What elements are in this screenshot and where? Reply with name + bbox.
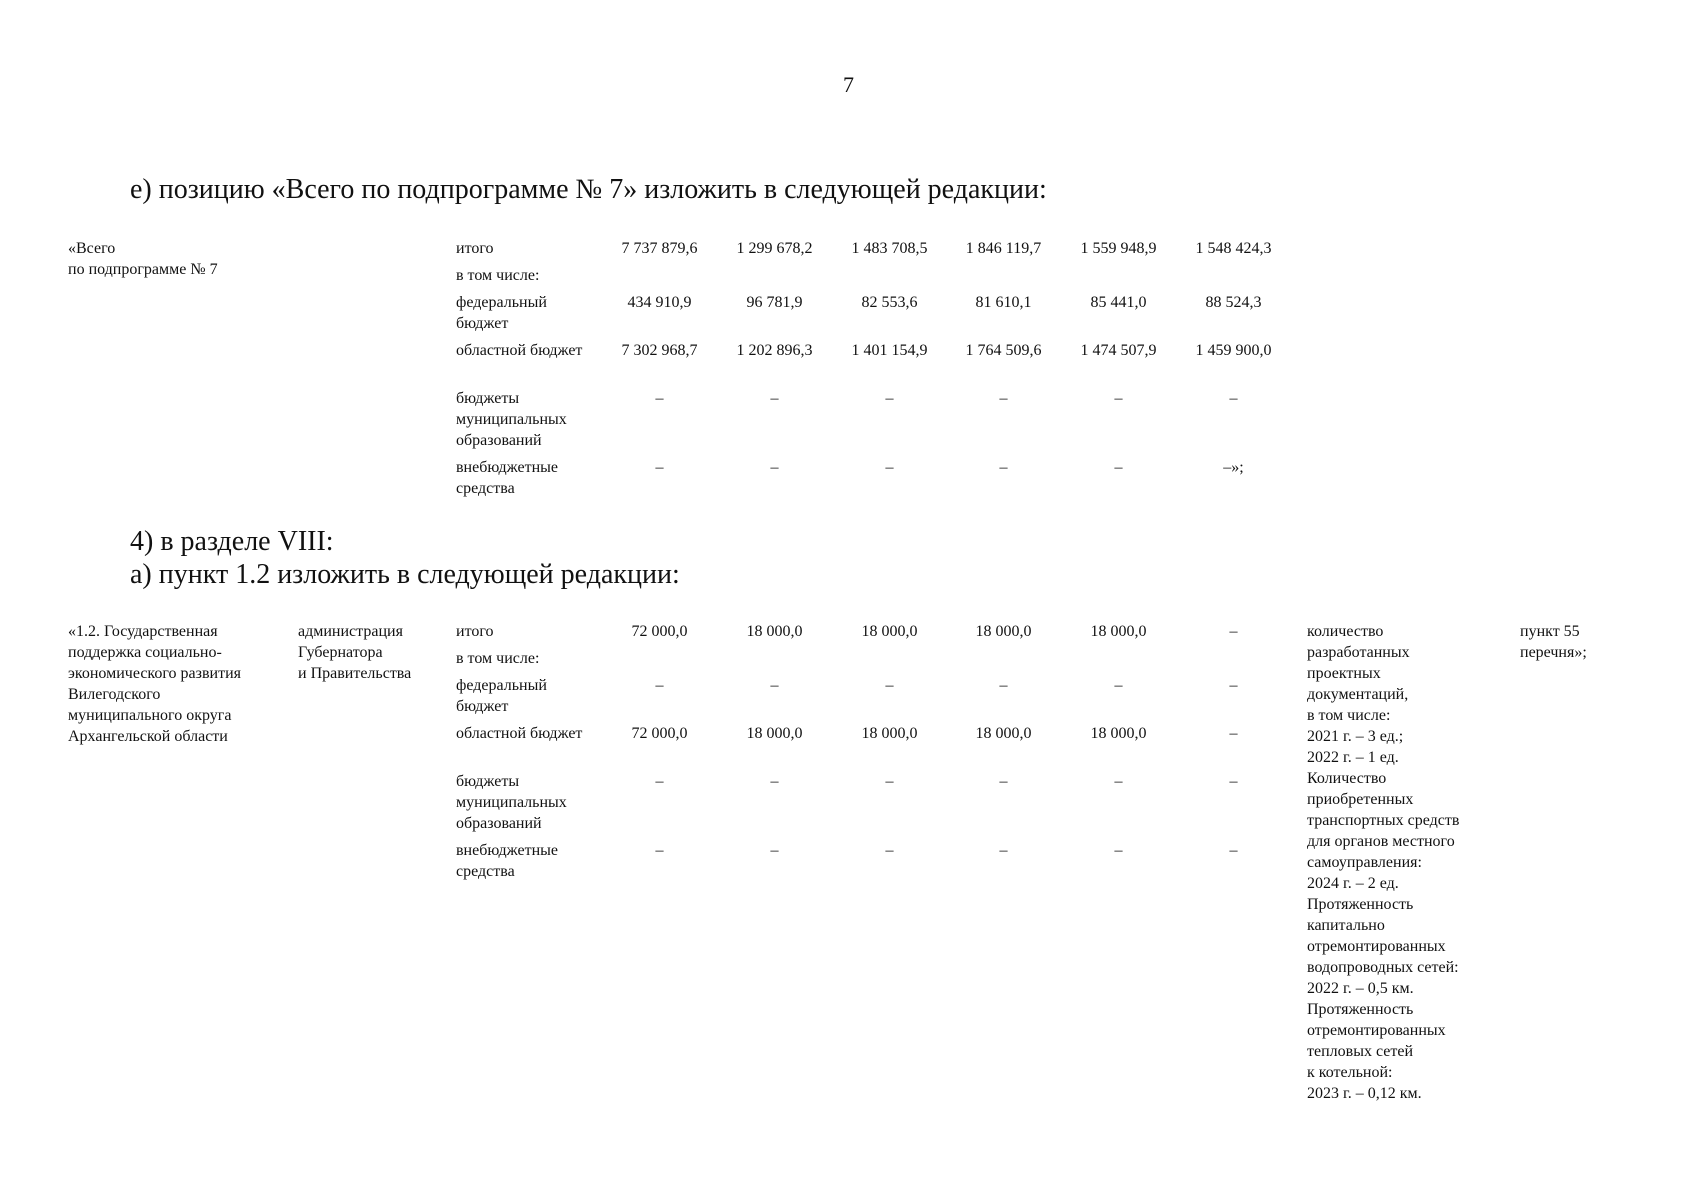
section-4-heading: 4) в разделе VIII: [130,526,334,557]
subprogram-total-cell: – [999,459,1008,476]
indicator-line: 2021 г. – 3 ед.; [1307,728,1404,745]
item-title-line: поддержка социально- [68,644,222,661]
subprogram-total-cell: 81 610,1 [975,294,1032,311]
item-1-2-cell: 18 000,0 [746,725,803,742]
subprogram-total-title: «Всего по подпрограмме № 7 [68,240,218,278]
item-1-2-cell: – [999,677,1008,694]
indicator-line: Протяженность [1307,1001,1414,1018]
subprogram-total-row-label: областной бюджет [456,342,583,359]
subprogram-total-row-label: итого [456,240,494,257]
item-1-2-cell: – [655,842,664,859]
item-1-2-cell: – [885,677,894,694]
item-1-2-cell: 18 000,0 [1090,623,1147,640]
indicator-line: водопроводных сетей: [1307,959,1459,976]
indicator-line: проектных [1307,665,1381,682]
subprogram-total-row-label: в том числе: [456,267,540,284]
item-1-2-row-label: бюджеты муниципальных образований [456,773,567,832]
subprogram-total-cell: 1 764 509,6 [965,342,1042,359]
item-title-line: Архангельской области [68,728,228,745]
indicator-line: к котельной: [1307,1064,1393,1081]
item-1-2-cell: – [1229,623,1238,640]
subprogram-total-cell: –»; [1223,459,1244,476]
subprogram-total-cell: – [885,390,894,407]
subprogram-total-cell: – [1229,390,1238,407]
indicator-line: 2023 г. – 0,12 км. [1307,1085,1422,1102]
subprogram-total-cell: – [885,459,894,476]
indicator-line: для органов местного [1307,833,1455,850]
item-1-2-cell: – [1229,773,1238,790]
subprogram-total-cell: – [655,459,664,476]
indicator-line: 2024 г. – 2 ед. [1307,875,1399,892]
item-1-2-cell: 72 000,0 [631,725,688,742]
item-1-2-cell: 18 000,0 [861,623,918,640]
subprogram-total-cell: 1 483 708,5 [851,240,928,257]
subprogram-total-cell: 85 441,0 [1090,294,1147,311]
indicator-line: самоуправления: [1307,854,1422,871]
item-1-2-cell: 18 000,0 [1090,725,1147,742]
subprogram-total-cell: 1 459 900,0 [1195,342,1272,359]
item-1-2-cell: – [770,842,779,859]
subprogram-total-cell: 1 548 424,3 [1195,240,1272,257]
indicator-line: Количество [1307,770,1387,787]
item-1-2-cell: 18 000,0 [861,725,918,742]
subprogram-total-cell: – [1114,459,1123,476]
item-1-2-title [68,621,241,747]
indicator-line: капитально [1307,917,1385,934]
subprogram-total-cell: 1 202 896,3 [736,342,813,359]
item-1-2-cell: – [1114,842,1123,859]
item-1-2-row-label: областной бюджет [456,725,583,742]
section-4a-heading: а) пункт 1.2 изложить в следующей редакции: [130,559,680,590]
indicator-line: 2022 г. – 1 ед. [1307,749,1399,766]
indicator-line: тепловых сетей [1307,1043,1413,1060]
subprogram-total-cell: 7 302 968,7 [621,342,698,359]
subprogram-total-row-label: бюджеты муниципальных образований [456,390,567,449]
executor-line: Губернатора [298,644,383,661]
subprogram-total-cell: 82 553,6 [861,294,918,311]
subprogram-total-cell: – [999,390,1008,407]
subprogram-total-cell: 434 910,9 [627,294,692,311]
item-1-2-cell: 72 000,0 [631,623,688,640]
subprogram-total-cell: – [1114,390,1123,407]
subprogram-total-cell: 1 474 507,9 [1080,342,1157,359]
item-1-2-row-label: итого [456,623,494,640]
item-1-2-cell: – [999,842,1008,859]
subprogram-total-row-label: внебюджетные средства [456,459,558,497]
subprogram-total-cell: 1 299 678,2 [736,240,813,257]
item-1-2-cell: – [655,677,664,694]
item-title-line: Вилегодского [68,686,161,703]
item-1-2-cell: 18 000,0 [975,725,1032,742]
item-1-2-cell: – [999,773,1008,790]
subprogram-total-cell: 1 846 119,7 [965,240,1042,257]
item-1-2-row-label: в том числе: [456,650,540,667]
item-1-2-row-label: федеральный бюджет [456,677,547,715]
item-1-2-executor [298,621,411,684]
item-1-2-cell: – [770,677,779,694]
indicator-line: 2022 г. – 0,5 км. [1307,980,1414,997]
page-number: 7 [843,72,854,97]
indicator-line: Протяженность [1307,896,1414,913]
item-1-2-cell: 18 000,0 [975,623,1032,640]
item-1-2-cell: 18 000,0 [746,623,803,640]
item-title-line: экономического развития [68,665,241,682]
subprogram-total-cell: – [655,390,664,407]
indicator-line: в том числе: [1307,707,1391,724]
indicator-line: транспортных средств [1307,812,1460,829]
indicator-line: отремонтированных [1307,938,1446,955]
item-1-2-cell: – [885,773,894,790]
indicator-line: документаций, [1307,686,1409,703]
subprogram-total-cell: 1 401 154,9 [851,342,928,359]
item-1-2-cell: – [1229,677,1238,694]
item-1-2-cell: – [655,773,664,790]
item-1-2-cell: – [1229,842,1238,859]
item-1-2-cell: – [770,773,779,790]
item-1-2-cell: – [1229,725,1238,742]
item-1-2-cell: – [1114,677,1123,694]
subprogram-total-cell: 96 781,9 [746,294,803,311]
executor-line: администрация [298,623,403,640]
item-1-2-cell: – [885,842,894,859]
item-1-2-reference: пункт 55 перечня»; [1520,623,1587,661]
subprogram-total-cell: 1 559 948,9 [1080,240,1157,257]
indicator-line: приобретенных [1307,791,1414,808]
indicator-line: разработанных [1307,644,1410,661]
item-title-line: муниципального округа [68,707,232,724]
item-1-2-cell: – [1114,773,1123,790]
subprogram-total-cell: – [770,390,779,407]
subprogram-total-cell: – [770,459,779,476]
subprogram-total-cell: 88 524,3 [1205,294,1262,311]
item-1-2-indicators [1307,621,1507,1104]
section-e-heading: е) позицию «Всего по подпрограмме № 7» изложить в следующей редакции: [130,174,1047,205]
executor-line: и Правительства [298,665,412,682]
item-1-2-row-label: внебюджетные средства [456,842,558,880]
indicator-line: количество [1307,623,1384,640]
indicator-line: отремонтированных [1307,1022,1446,1039]
subprogram-total-row-label: федеральный бюджет [456,294,547,332]
item-title-line: «1.2. Государственная [68,623,218,640]
subprogram-total-cell: 7 737 879,6 [621,240,698,257]
